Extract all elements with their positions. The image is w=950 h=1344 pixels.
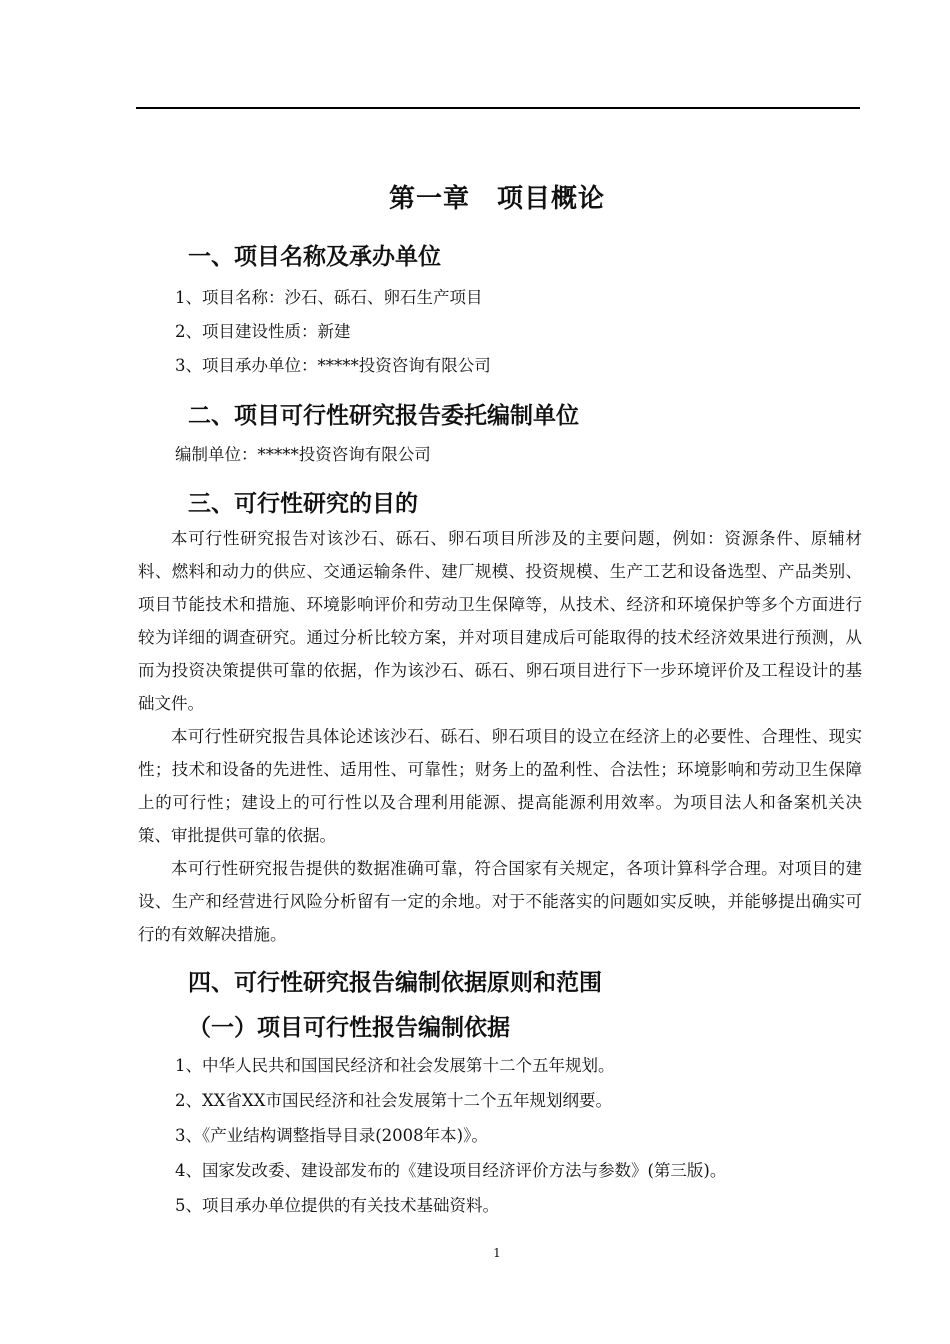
section3-body xyxy=(138,522,862,951)
section1-title: 一、项目名称及承办单位 xyxy=(188,243,441,270)
section4-item: 4、国家发改委、建设部发布的《建设项目经济评价方法与参数》(第三版)。 xyxy=(175,1161,727,1180)
section1-item: 3、项目承办单位：*****投资咨询有限公司 xyxy=(175,356,491,375)
section3-title: 三、可行性研究的目的 xyxy=(188,490,418,517)
section4-item: 2、XX省XX市国民经济和社会发展第十二个五年规划纲要。 xyxy=(175,1091,612,1110)
section1-item: 2、项目建设性质：新建 xyxy=(175,322,351,341)
section1-item: 1、项目名称：沙石、砾石、卵石生产项目 xyxy=(175,288,483,307)
section4-subtitle: （一）项目可行性报告编制依据 xyxy=(188,1014,510,1041)
chapter-title: 第一章 项目概论 xyxy=(388,184,605,214)
section2-text: 编制单位：*****投资咨询有限公司 xyxy=(175,445,431,464)
paragraph: 本可行性研究报告提供的数据准确可靠，符合国家有关规定，各项计算科学合理。对项目的建设、生产和经营进行风险分析留有一定的余地。对于不能落实的问题如实反映，并能够提出确实可行的有效解决措施。 xyxy=(138,859,862,944)
section4-item: 5、项目承办单位提供的有关技术基础资料。 xyxy=(175,1196,499,1215)
section4-item: 3、《产业结构调整指导目录(2008年本)》。 xyxy=(175,1126,488,1145)
section2-title: 二、项目可行性研究报告委托编制单位 xyxy=(188,402,579,429)
paragraph: 本可行性研究报告对该沙石、砾石、卵石项目所涉及的主要问题，例如：资源条件、原辅材料、燃料和动力的供应、交通运输条件、建厂规模、投资规模、生产工艺和设备选型、产品类别、项目节能技术和措施、环境影响评价和劳动卫生保障等，从技术、经济和环境保护等多个方面进行较为详细的调查研究。通过分析比较方案，并对项目建成后可能取得的技术经济效果进行预测，从而为投资决策提供可靠的依据，作为该沙石、砾石、卵石项目进行下一步环境评价及工程设计的基础文件。 xyxy=(138,529,862,713)
header-rule xyxy=(136,107,860,109)
section4-item: 1、中华人民共和国国民经济和社会发展第十二个五年规划。 xyxy=(175,1056,615,1075)
section4-title: 四、可行性研究报告编制依据原则和范围 xyxy=(188,969,602,996)
page-number: 1 xyxy=(493,1246,501,1260)
paragraph: 本可行性研究报告具体论述该沙石、砾石、卵石项目的设立在经济上的必要性、合理性、现实性；技术和设备的先进性、适用性、可靠性；财务上的盈利性、合法性；环境影响和劳动卫生保障上的可行性；建设上的可行性以及合理利用能源、提高能源利用效率。为项目法人和备案机关决策、审批提供可靠的依据。 xyxy=(138,727,862,845)
